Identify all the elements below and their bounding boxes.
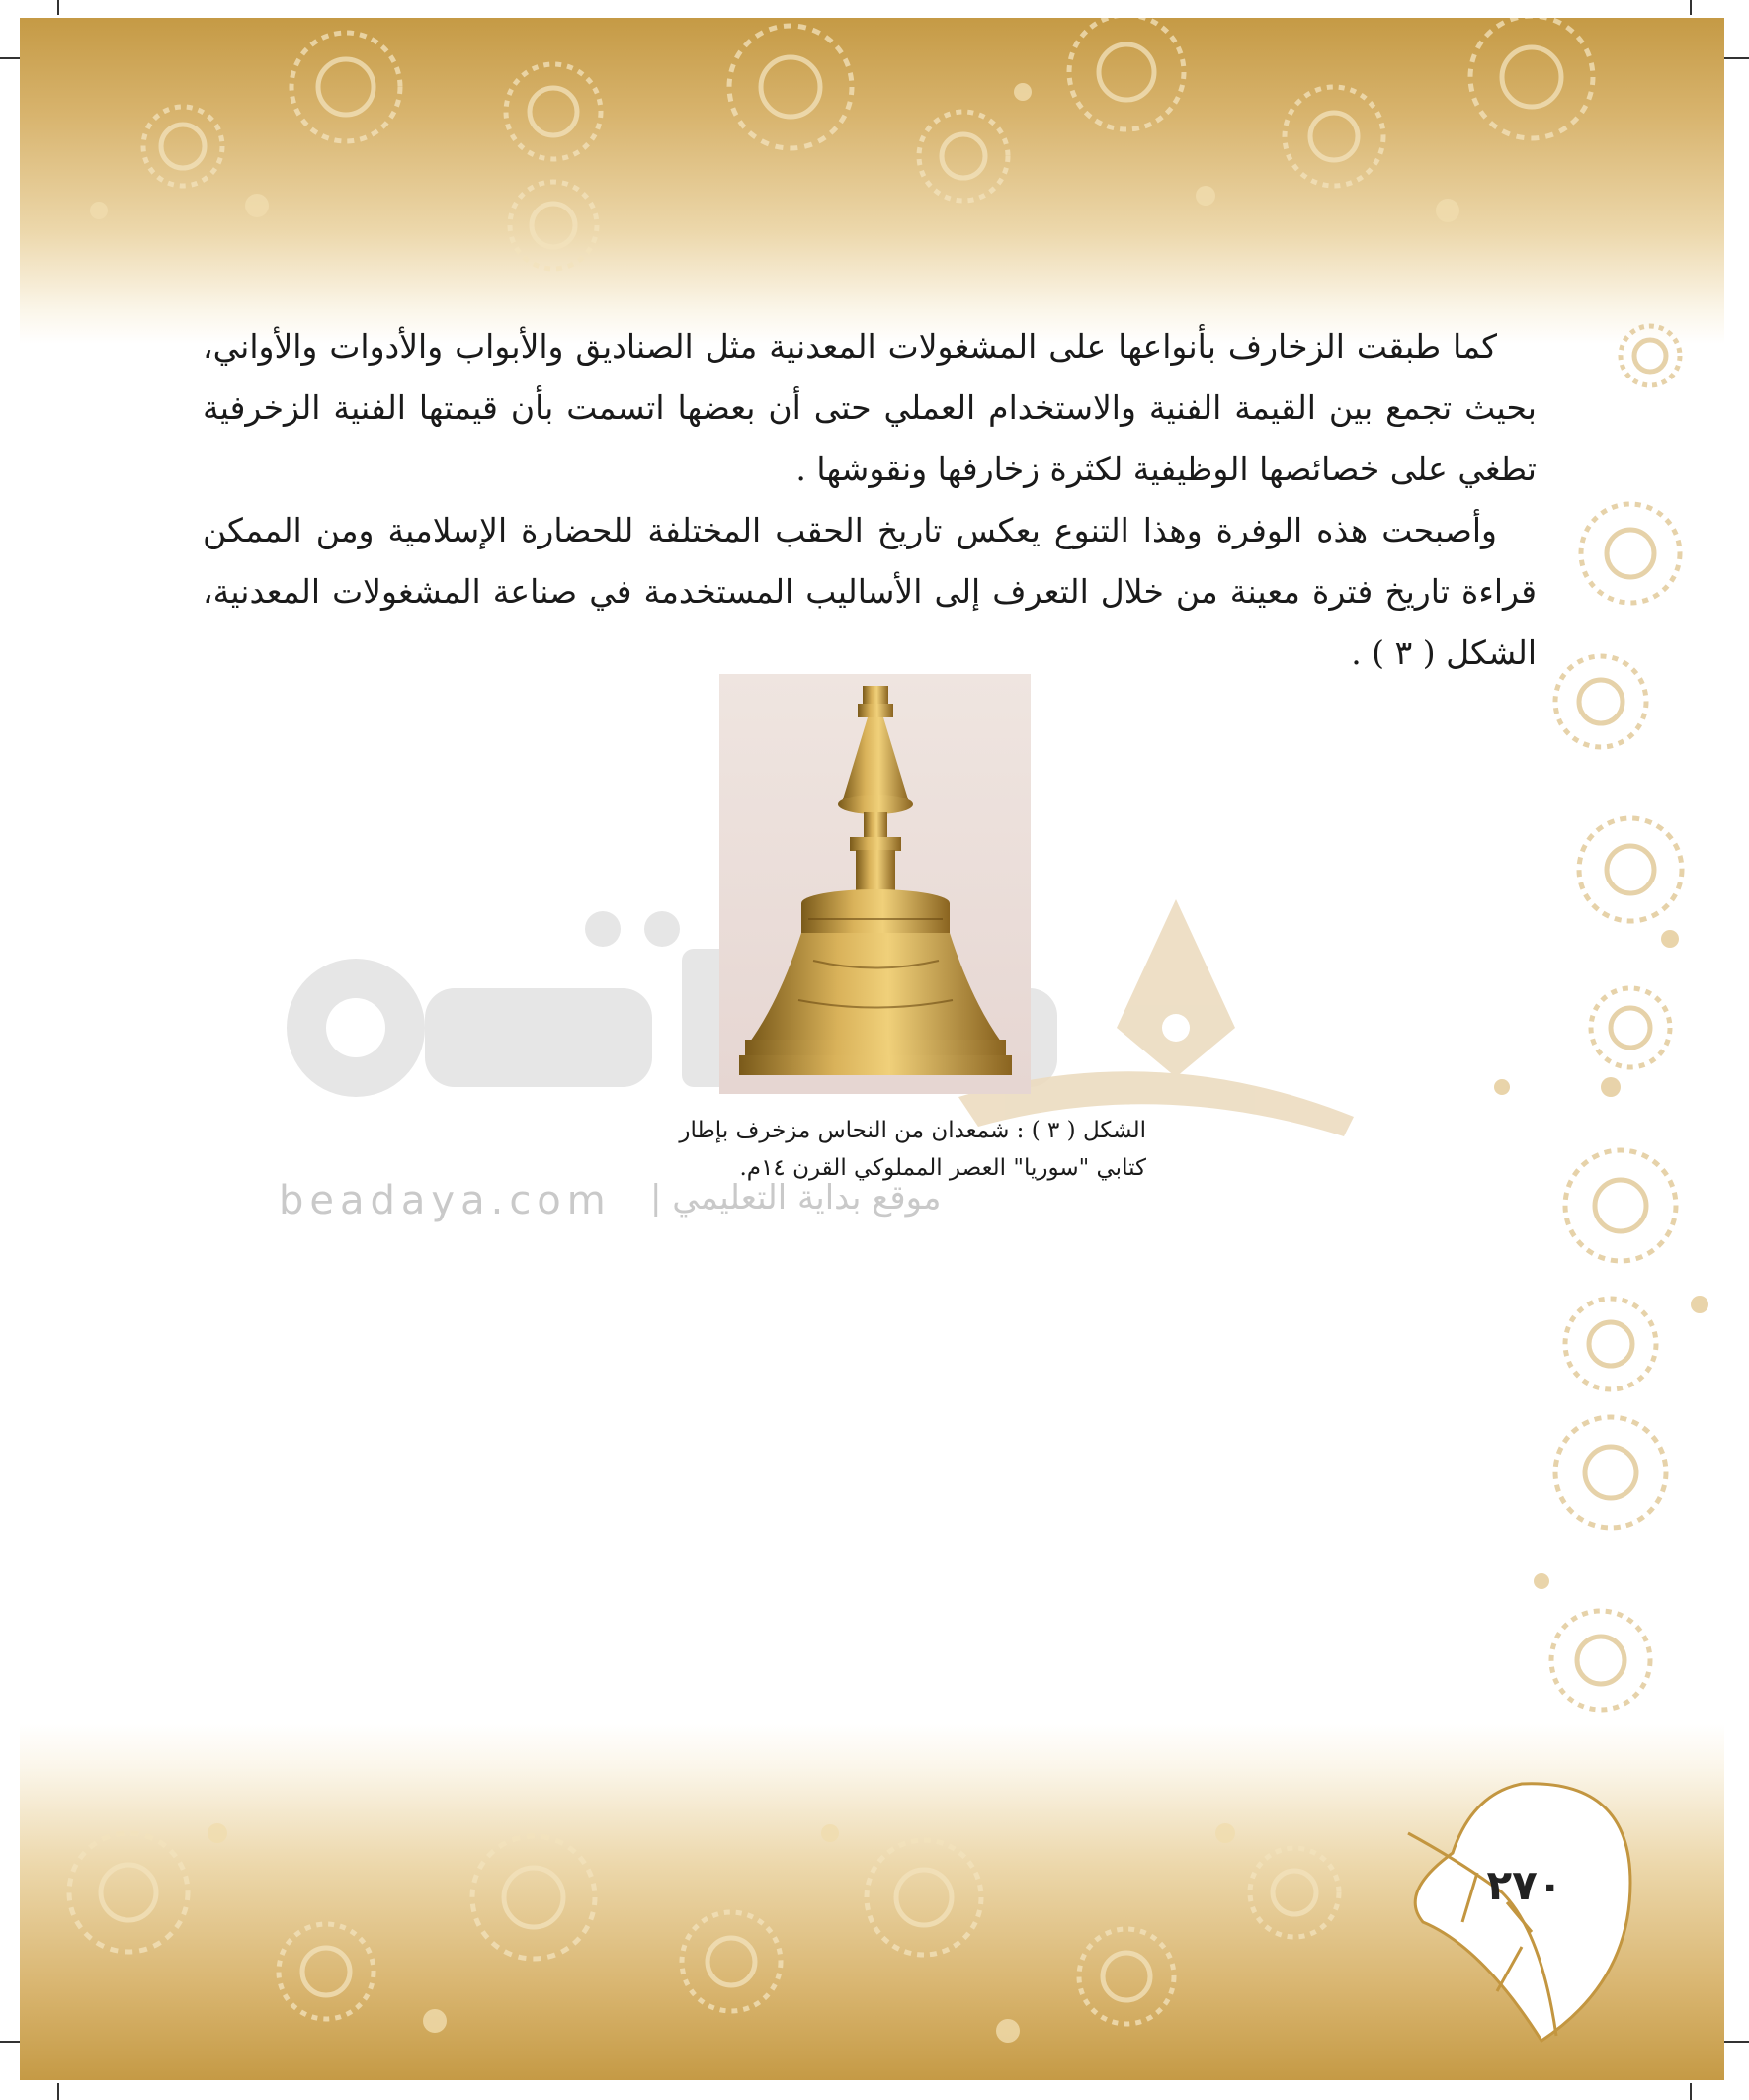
caption-line-1: الشكل ( ٣ ) : شمعدان من النحاس مزخرف بإطار xyxy=(679,1118,1146,1143)
page-number: ٢٧٠ xyxy=(1486,1861,1563,1909)
caption-line-2: كتابي "سوريا" العصر المملوكي القرن ١٤م. xyxy=(739,1155,1146,1181)
paragraph-2: وأصبحت هذه الوفرة وهذا التنوع يعكس تاريخ الحقب المختلفة للحضارة الإسلامية ومن الممكن قراءة تاريخ فترة معينة من خلال التعرف إلى الأساليب المستخدمة في صناعة المشغولات المعدنية، الشكل ( ٣ ) . xyxy=(203,511,1537,672)
crop-mark xyxy=(57,0,59,15)
figure-image-candlestick xyxy=(719,674,1031,1094)
body-text xyxy=(203,316,1537,684)
crop-mark xyxy=(57,2083,59,2100)
crop-mark xyxy=(1690,2083,1692,2100)
leaf-icon xyxy=(1383,1774,1650,2051)
top-decorative-band xyxy=(20,18,1724,344)
figure-caption xyxy=(534,1112,1146,1187)
watermark-site-text: beadaya.com xyxy=(279,1178,612,1223)
crop-mark xyxy=(1690,0,1692,15)
top-rosette-pattern xyxy=(20,18,1724,344)
candlestick-illustration xyxy=(719,674,1031,1094)
paragraph-1: كما طبقت الزخارف بأنواعها على المشغولات المعدنية مثل الصناديق والأبواب والأدوات والأواني، بحيث تجمع بين القيمة الفنية والاستخدام العملي حتى أن بعضها اتسمت بأن قيمتها الفنية الزخرفية تطغي على خصائصها الوظيفية لكثرة زخارفها ونقوشها . xyxy=(203,327,1537,488)
watermark-subtitle: موقع بداية التعليمي | xyxy=(650,1178,942,1218)
